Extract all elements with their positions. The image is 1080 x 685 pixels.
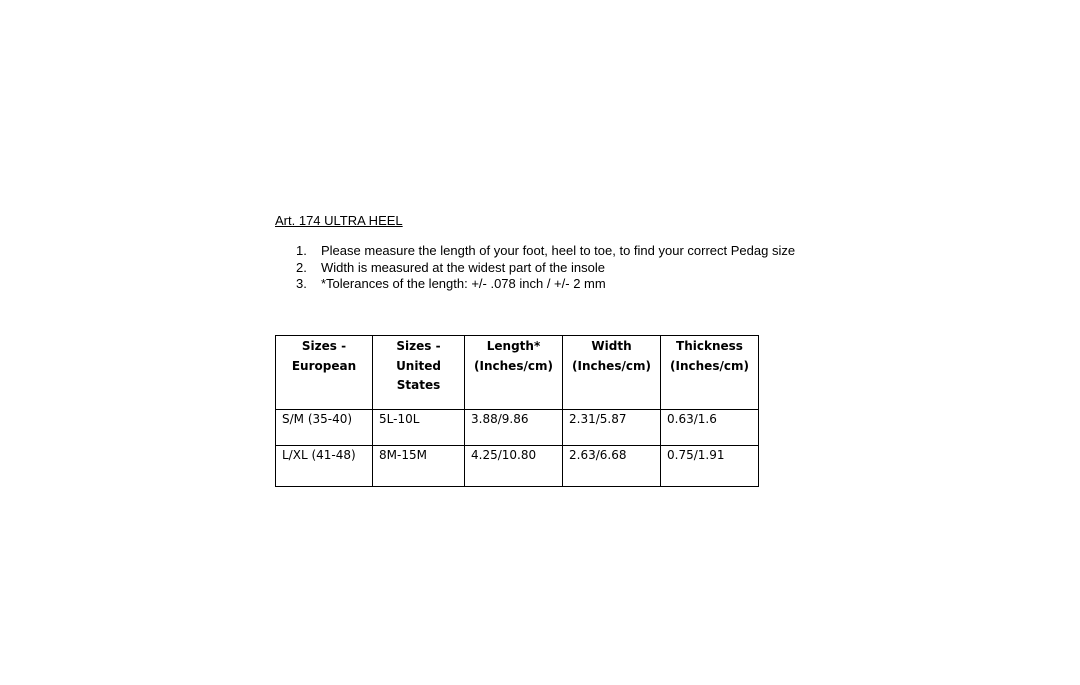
header-line: European (291, 358, 357, 373)
header-line: United (396, 358, 441, 373)
table-cell: 3.88/9.86 (465, 410, 563, 446)
table-cell: 0.63/1.6 (661, 410, 759, 446)
table-cell: L/XL (41-48) (276, 446, 373, 487)
instruction-number: 2. (296, 259, 307, 275)
header-line: Sizes - (396, 339, 441, 353)
instruction-item (296, 260, 795, 277)
instruction-text: Width is measured at the widest part of the insole (321, 259, 605, 275)
instruction-list (296, 243, 795, 293)
header-line: Thickness (676, 339, 743, 353)
header-sizes-european (276, 336, 373, 410)
table-cell: 8M-15M (373, 446, 465, 487)
table-cell: 2.63/6.68 (563, 446, 661, 487)
header-sizes-us (373, 336, 465, 410)
table-row (276, 410, 759, 446)
table-cell: 4.25/10.80 (465, 446, 563, 487)
table-cell: 2.31/5.87 (563, 410, 661, 446)
instruction-number: 3. (296, 276, 307, 291)
table-cell: 5L-10L (373, 410, 465, 446)
header-line: Width (591, 339, 632, 353)
table-cell: S/M (35-40) (276, 410, 373, 446)
instruction-item (296, 276, 795, 293)
table-row (276, 446, 759, 487)
header-thickness (661, 336, 759, 410)
instruction-item (296, 243, 795, 260)
header-line: (Inches/cm) (474, 358, 553, 373)
header-line: (Inches/cm) (670, 358, 749, 373)
header-width (563, 336, 661, 410)
table-cell: 0.75/1.91 (661, 446, 759, 487)
header-length (465, 336, 563, 410)
table-header-row (276, 336, 759, 410)
header-line: States (396, 378, 441, 392)
header-line: Sizes - (301, 339, 347, 353)
size-chart-table (275, 335, 759, 487)
header-line: (Inches/cm) (572, 358, 651, 373)
instruction-text: Please measure the length of your foot, heel to toe, to find your correct Pedag size (321, 243, 796, 258)
instruction-text: *Tolerances of the length: +/- .078 inch / +/- 2 mm (321, 276, 606, 291)
header-line: Length* (486, 339, 541, 353)
document-title: Art. 174 ULTRA HEEL (275, 213, 403, 228)
instruction-number: 1. (296, 243, 307, 258)
